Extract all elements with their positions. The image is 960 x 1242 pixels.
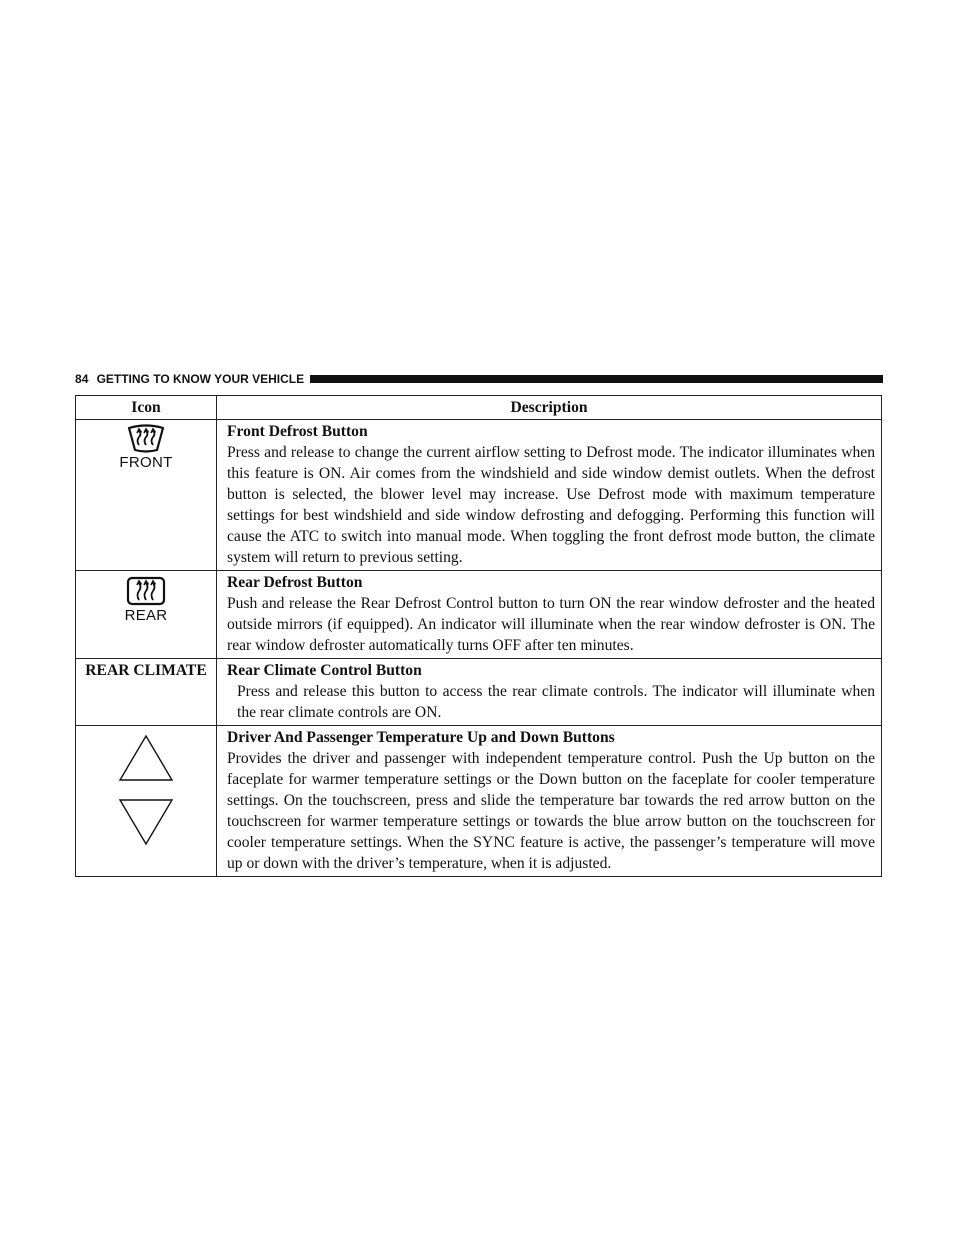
icon-cell	[76, 420, 217, 571]
icon-text-rear-climate: REAR CLIMATE	[76, 659, 217, 726]
triangle-up-icon	[118, 734, 174, 782]
table-row	[76, 659, 882, 726]
section-title: GETTING TO KNOW YOUR VEHICLE	[96, 372, 305, 386]
table-header-row	[76, 396, 882, 420]
front-defrost-icon	[124, 424, 168, 454]
table-row	[76, 571, 882, 659]
item-title: Driver And Passenger Temperature Up and Down Buttons	[227, 729, 615, 746]
icon-label-rear: REAR	[124, 607, 168, 624]
up-down-triangle-icons	[76, 726, 217, 877]
item-body: Provides the driver and passenger with independent temperature control. Push the Up button on the faceplate for warmer temperature settings or the Down button on the faceplate for cooler temperature settings. On the touchscreen, press and slide the temperature bar towards the red arrow button on the touchscreen for warmer temperature settings or towards the blue arrow button on the touchscreen for cooler temperature settings. When the SYNC feature is active, the passenger’s temperature will move up or down with the driver’s temperature, when it is adjusted.	[227, 750, 875, 872]
table-row	[76, 420, 882, 571]
column-header-description: Description	[217, 396, 882, 420]
icon-cell	[76, 571, 217, 659]
icon-label-front: FRONT	[119, 454, 173, 471]
item-title: Rear Defrost Button	[227, 574, 363, 591]
description-cell	[217, 659, 882, 726]
description-cell	[217, 420, 882, 571]
controls-description-table	[75, 395, 882, 877]
item-title: Rear Climate Control Button	[227, 662, 422, 679]
page-header	[75, 369, 883, 389]
description-cell	[217, 571, 882, 659]
item-title: Front Defrost Button	[227, 423, 368, 440]
table-row	[76, 726, 882, 877]
item-body: Press and release to change the current airflow setting to Defrost mode. The indicator illuminates when this feature is ON. Air comes from the windshield and side window demist outlets. When the defrost button is selected, the blower level may increase. Use Defrost mode with maximum temperature settings for best windshield and side window defrosting and defogging. Performing this function will cause the ATC to switch into manual mode. When toggling the front defrost mode button, the climate system will return to previous setting.	[227, 444, 875, 566]
triangle-down-icon	[118, 798, 174, 846]
page-number: 84	[75, 372, 89, 386]
rear-defrost-icon	[124, 575, 168, 607]
header-rule	[310, 375, 883, 383]
item-body: Press and release this button to access the rear climate controls. The indicator will illuminate when the rear climate controls are ON.	[237, 683, 875, 721]
column-header-icon: Icon	[76, 396, 217, 420]
description-cell	[217, 726, 882, 877]
item-body: Push and release the Rear Defrost Control button to turn ON the rear window defroster and the heated outside mirrors (if equipped). An indicator will illuminate when the rear window defroster is ON. The rear window defroster automatically turns OFF after ten minutes.	[227, 595, 875, 654]
